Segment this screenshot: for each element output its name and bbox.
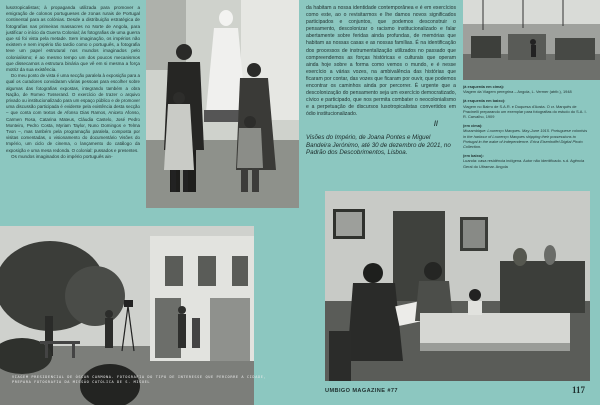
side-caption-2-text: Viagem no Bairro de S.A.R. e Duquesa d'Aosta. O cr. Marquês de Pracinelli preparando um exemplar para fotografias do estudo do S.A. I. R. Carvalho, 1909 xyxy=(463,103,587,120)
photo-interior-image xyxy=(325,191,590,381)
end-mark: // xyxy=(434,121,438,128)
photo-harbour-image xyxy=(463,0,600,80)
side-caption-3-text: Mozambique: Lourenço Marques. May-June 1915. Portuguese colonists in the harbour of Lourenço Marques shipping their possessions to Portugal in the wake of independence. Erica Eisenhoffel Digital Photo Collection. xyxy=(463,128,588,150)
left-paragraph-3: Os mundos imaginados do império português ain- xyxy=(11,153,113,159)
side-caption-1-text: Viagem da Viagem peregrina – Angola, L. Vermer (atrib.), 1948 xyxy=(463,89,572,95)
side-captions xyxy=(463,84,591,173)
side-caption-1 xyxy=(463,84,591,94)
page-number: 117 xyxy=(572,385,586,395)
photo-interior xyxy=(325,191,590,381)
left-paragraph-2: Do meu ponto de vista é uma secção paralela à exposição para a qual os curadores convidaram várias pessoas para escolher sobre algumas das fotografias expostas, integrando também a obra Nação, de Romeo Tosserand. O exercício de trazer o arquivo privado ou institucionalizado para um espaço público e de promover uma discussão participada é evidente pela existência desta secção – que conta com textos de Afonso Dias Ramos, Aniceto Afonso, Carmen Rosa, Catarina Mateus, Cláudia Castelo, José Pedro Monteiro, Pedro Costa, Myriam Taylor, Nuno Domingos e Telma Tvon –, mas também pela programação paralela, composta por visitas comentadas, o visionamento do documentário Visões do Império, um ciclo de cinema, o lançamento do catálogo da exposição e uma mesa redonda. O colonial: pussados e presentes. xyxy=(6,73,141,153)
middle-text-column xyxy=(306,5,456,119)
side-caption-2-heading: (à esquerda em baixo): xyxy=(463,98,506,104)
exhibition-caption: Visões do Império, de Joana Pontes e Miguel Bandeira Jerónimo, até 30 de dezembro de 2021, no Padrão dos Descobrimentos, Lisboa. xyxy=(306,134,451,157)
magazine-name: UMBIGO MAGAZINE #77 xyxy=(325,388,398,394)
side-caption-4-text: Luanda: casa residência indígena. Autor não identificado. s.d. Agência Geral do Ultramar. Angola xyxy=(463,158,585,169)
side-caption-1-heading: (à esquerda em cima): xyxy=(463,84,505,89)
photo-harbour xyxy=(463,0,600,80)
photo-family-statue xyxy=(146,0,299,208)
side-caption-2 xyxy=(463,98,591,119)
side-caption-4-heading: (em baixo): xyxy=(463,153,484,159)
photo-family-statue-image xyxy=(146,0,299,208)
side-caption-3-heading: (em cima): xyxy=(463,123,483,129)
left-text-column xyxy=(6,5,140,160)
side-caption-3 xyxy=(463,123,591,149)
photo-inline-caption: VIAGEM PRESIDENCIAL DE ÓSCAR CARMONA. FOTOGRAFIA DO TIPO DE INTERESSE QUE PERCORRE A CIDADE, PREPARA FOTOGRAFIA DA MISSÃO CATÓLICA DE S. MIGUEL xyxy=(12,375,267,384)
side-caption-4 xyxy=(463,153,591,169)
middle-paragraph-1: da habitam a nossa identidade contemporânea e é em exercícios como este, ao o revisitarmos e lhe damos novos significados participados e conjuntos, que podemos desconstruir o pensamento, descolonizar o racismo institucionalizado e falar abertamente sobre feridas ainda profundas, de memórias que habitam as nossas casas e as nossas famílias. É na identificação dos processos de instrumentalização utilizados no passado que compreendemos as forças históricas e culturais que operam ainda hoje sobre a forma como vemos o mundo, e é nesse exercício a várias vozes, na ambivalência das histórias que ficaram por contar, das vozes que ficaram por ouvir, que podemos encontrar os caminhos ainda por percorrer. É urgente que a descolonização do pensamento seja um exercício democratizado, cívico e participado, que nos permita combater o neocolonialismo e a perpetuação de discursos lusotropicalistas convertidos em ódio institucionalizado. xyxy=(306,5,456,118)
left-paragraph-1: lusotropicalistas; à propaganda utilizada para promover a emigração de colonos portugueses de zonas rurais de Portugal continental para as colónias. Desde a distribuição estratégica de fotografias nas primeiras massacres no Norte de Angola, para justificar o início da Guerra Colonial; às fotografias de uma guerra que só foi vista pela metade. Sem imaginação, os impérios não existem e nem império tão tardio como o português, a fotografia teve um papel estrutural nos mundos imaginados pelo colonialismo; é ao mesmo tempo um dos poucos mecanismos que dissecamos a estrutura binária que vê em si mesma a força motriz da sua existência. xyxy=(6,5,140,73)
